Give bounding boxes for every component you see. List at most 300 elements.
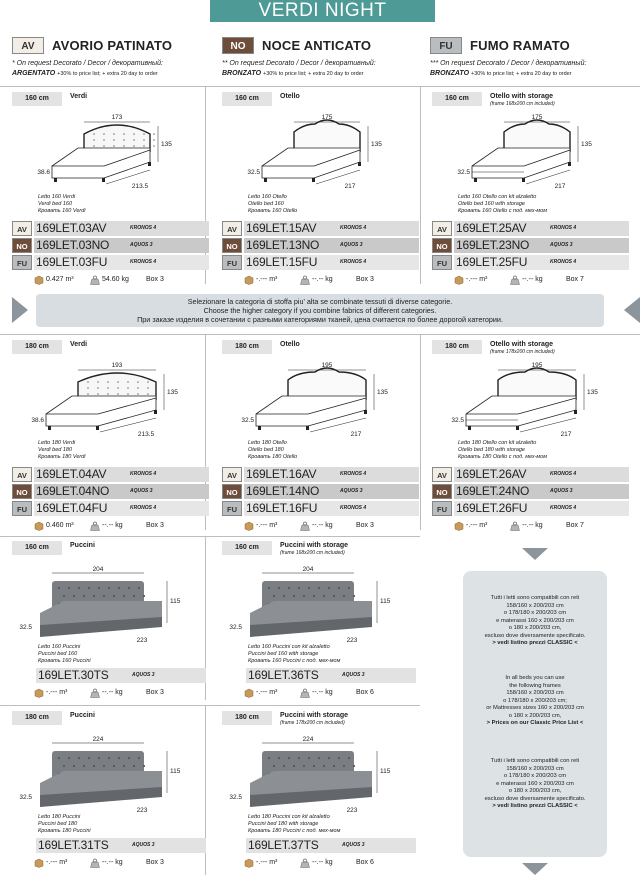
description-line: Verdi bed 180: [38, 447, 73, 453]
article-code-row[interactable]: [222, 255, 422, 271]
tufting-dot: [288, 757, 290, 759]
package-icon: [34, 521, 44, 531]
article-code-row[interactable]: [12, 255, 212, 271]
article-code-field: [244, 238, 419, 253]
tufting-dot: [123, 145, 125, 147]
bed-illustration: [222, 112, 397, 197]
tufting-dot: [93, 595, 95, 597]
product-card: [222, 541, 422, 731]
bed-drawing: [432, 360, 607, 440]
bed-leg: [364, 410, 367, 414]
article-code-row[interactable]: [432, 484, 632, 500]
product-description: [38, 194, 86, 215]
article-code: 169LET.03AV: [36, 221, 107, 235]
fabric-category: AQUOS 3: [342, 672, 365, 678]
tufting-dot: [113, 139, 115, 141]
tufting-dot: [328, 587, 330, 589]
description-line: Otello bed 160 with storage: [458, 201, 525, 207]
bed-frame: [472, 148, 570, 178]
tufting-dot: [103, 139, 105, 141]
weight-icon: [90, 521, 100, 531]
bed-drawing: [12, 112, 187, 192]
product-description: [458, 440, 547, 461]
bed-drawing: [432, 112, 607, 192]
weight: --.-- kg: [312, 522, 333, 529]
tufting-dot: [293, 595, 295, 597]
tufting-dot: [323, 765, 325, 767]
package-icon: [244, 275, 254, 285]
dimension-width: 175: [531, 114, 543, 121]
article-code-row[interactable]: [222, 484, 422, 500]
dimension-height: 135: [587, 389, 598, 396]
tufting-dot: [93, 145, 95, 147]
dimension-height: 115: [170, 598, 181, 605]
bed-illustration: [432, 112, 607, 197]
package-icon: [34, 275, 44, 285]
dimension-length: 223: [346, 637, 358, 643]
box-count: Box 6: [356, 689, 374, 696]
info-line: e materassi 160 x 200/203 cm: [496, 780, 574, 787]
finish-chip: NO: [222, 484, 242, 499]
info-line: o 180 x 200/203 cm,: [508, 712, 562, 719]
tufting-dot: [93, 139, 95, 141]
description-line: Кровать 180 Puccini: [38, 828, 91, 834]
description-line: Кровать 180 Puccini с под. мех-мом: [248, 828, 341, 834]
volume: -.--- m³: [256, 522, 278, 529]
fabric-category: AQUOS 3: [132, 672, 155, 678]
bed-leg: [474, 178, 477, 182]
tufting-dot: [123, 765, 125, 767]
article-code-row[interactable]: [12, 221, 212, 237]
info-line: escluso dove diversamente specificato.: [484, 795, 586, 802]
fabric-category: KRONOS 4: [340, 505, 367, 511]
model-name: Puccini with storage: [280, 712, 349, 719]
article-code-field: [36, 838, 206, 853]
tufting-dot: [103, 765, 105, 767]
article-code-row[interactable]: [432, 221, 632, 237]
tufting-dot: [98, 757, 100, 759]
size-tag: 180 cm: [12, 711, 62, 725]
info-line: e materassi 160 x 200/203 cm: [496, 617, 574, 624]
info-line: 158/160 x 200/203 cm: [506, 765, 564, 772]
finish-name: FUMO RAMATO: [470, 38, 570, 53]
model-name: Puccini: [70, 712, 95, 719]
bed-leg: [154, 410, 157, 414]
bed-frame: [52, 148, 150, 178]
bed-leg: [306, 426, 309, 430]
tufting-dot: [153, 145, 155, 147]
finish-chip: NO: [432, 484, 452, 499]
article-code-row[interactable]: [222, 467, 422, 483]
tufting-dot: [133, 595, 135, 597]
tufting-dot: [78, 757, 80, 759]
dimension-length: 213.5: [137, 431, 155, 438]
weight: --.-- kg: [312, 276, 333, 283]
article-code-row[interactable]: [432, 238, 632, 254]
fabric-category: KRONOS 4: [550, 259, 577, 265]
tufting-dot: [107, 381, 109, 383]
article-code-row[interactable]: [12, 501, 212, 517]
dimension-foot: 32.5: [19, 794, 32, 801]
volume: -.--- m³: [256, 859, 278, 866]
shipping-specs: [34, 519, 224, 533]
article-code-row[interactable]: [12, 484, 212, 500]
tufting-dot: [293, 765, 295, 767]
fabric-category: KRONOS 4: [550, 225, 577, 231]
finish-decor: BRONZATO: [222, 70, 262, 77]
article-code: 169LET.13NO: [246, 238, 320, 252]
tufting-dot: [108, 757, 110, 759]
weight-icon: [90, 275, 100, 285]
package-icon: [34, 688, 44, 698]
article-code-row[interactable]: [36, 838, 236, 854]
headboard: [498, 368, 576, 400]
tufting-dot: [333, 595, 335, 597]
fabric-category: KRONOS 4: [340, 225, 367, 231]
tufting-dot: [338, 587, 340, 589]
package-icon: [244, 688, 254, 698]
bed-drawing: [12, 733, 187, 813]
article-code-field: [34, 238, 209, 253]
finish-chip: FU: [12, 255, 32, 270]
shipping-specs: [244, 519, 434, 533]
product-card: [432, 92, 632, 282]
prev-arrow-icon[interactable]: [12, 297, 28, 323]
info-line: o 178/180 x 200/203 cm;: [503, 697, 567, 704]
box-count: Box 3: [146, 522, 164, 529]
price-list-reference: > Prices on our Classic Price List <: [486, 720, 584, 726]
tufting-dot: [123, 139, 125, 141]
info-line: o 178/180 x 200/203 cm: [503, 773, 567, 779]
volume: 0.460 m³: [46, 522, 74, 529]
tufting-dot: [273, 765, 275, 767]
info-line: Tutti i letti sono compatibili con reti: [490, 595, 580, 601]
package-icon: [454, 521, 464, 531]
tufting-dot: [88, 757, 90, 759]
fabric-category: KRONOS 4: [130, 471, 157, 477]
finish-chip: AV: [222, 467, 242, 482]
article-code-field: [246, 668, 416, 683]
article-code: 169LET.26AV: [456, 467, 527, 481]
volume: -.--- m³: [46, 859, 68, 866]
fabric-category: AQUOS 3: [550, 242, 573, 248]
product-card: [222, 340, 422, 530]
article-code: 169LET.24NO: [456, 484, 530, 498]
weight-icon: [300, 858, 310, 868]
dimension-height: 115: [380, 768, 391, 775]
product-card: [222, 711, 422, 879]
article-code: 169LET.04NO: [36, 484, 110, 498]
dimension-foot: 32.5: [19, 624, 32, 631]
article-code: 169LET.25AV: [456, 221, 527, 235]
info-line: the following frames: [509, 682, 561, 689]
dimension-foot: 38.6: [31, 417, 44, 424]
article-code-row[interactable]: [12, 238, 212, 254]
article-code-row[interactable]: [222, 221, 422, 237]
price-list-reference: > vedi listino prezzi CLASSIC <: [492, 803, 578, 809]
package-icon: [34, 521, 44, 531]
tufting-dot: [83, 595, 85, 597]
tufting-dot: [113, 145, 115, 147]
product-description: [458, 194, 547, 215]
weight-icon: [300, 275, 310, 285]
article-code-field: [34, 501, 209, 516]
model-name: Verdi: [70, 93, 88, 100]
weight: --.-- kg: [102, 522, 123, 529]
article-code: 169LET.25FU: [456, 255, 528, 269]
article-code: 169LET.03NO: [36, 238, 110, 252]
fabric-category: KRONOS 4: [550, 471, 577, 477]
description-line: Otello bed 180: [248, 447, 284, 453]
divider: [0, 334, 640, 335]
description-line: Letto 160 Otello: [248, 194, 287, 200]
article-code-row[interactable]: [432, 255, 632, 271]
tufting-dot: [303, 765, 305, 767]
info-line: o 180 x 200/203 cm,: [508, 788, 562, 794]
tufting-dot: [97, 381, 99, 383]
bed-drawing: [222, 563, 397, 643]
bed-leg: [468, 426, 471, 430]
article-code-row[interactable]: [432, 501, 632, 517]
description-line: Letto 180 Otello: [248, 440, 287, 446]
finish-chip: NO: [222, 37, 254, 54]
weight-icon: [300, 858, 310, 868]
product-description: [248, 814, 340, 835]
description-line: Кровать 180 Otello: [248, 454, 298, 460]
article-code-row[interactable]: [12, 467, 212, 483]
dimension-length: 217: [350, 431, 362, 438]
weight: --.-- kg: [312, 689, 333, 696]
finish-note: ** On request Decorato / Decor / декоративный:: [222, 60, 376, 67]
bed-frame: [466, 396, 576, 426]
fabric-category: AQUOS 3: [130, 488, 153, 494]
tufting-dot: [313, 595, 315, 597]
tufting-dot: [103, 133, 105, 135]
tufting-dot: [63, 765, 65, 767]
tufting-dot: [147, 381, 149, 383]
tufting-dot: [97, 387, 99, 389]
bed-leg: [516, 426, 519, 430]
shipping-specs: [244, 856, 434, 870]
divider: [0, 86, 640, 87]
tufting-dot: [138, 757, 140, 759]
finish-surcharge: +30% to price list; + extra 20 day to order: [57, 71, 158, 77]
box-count: Box 3: [146, 689, 164, 696]
dimension-height: 135: [167, 389, 178, 396]
bed-leg: [264, 178, 267, 182]
tufting-dot: [137, 393, 139, 395]
description-line: Кровать 180 Otello с под. мех-мом: [458, 454, 547, 460]
article-code-field: [454, 467, 629, 482]
dimension-height: 115: [380, 598, 391, 605]
dimension-width: 204: [302, 566, 314, 573]
bed-illustration: [222, 563, 397, 648]
tufting-dot: [68, 757, 70, 759]
model-name: Puccini with storage: [280, 542, 349, 549]
next-arrow-icon[interactable]: [624, 297, 640, 323]
article-code-row[interactable]: [36, 668, 236, 684]
tufting-dot: [283, 765, 285, 767]
down-arrow-icon[interactable]: [522, 548, 548, 560]
tufting-dot: [348, 757, 350, 759]
finish-surcharge: +30% to price list; + extra 20 day to order: [470, 71, 572, 77]
tufting-dot: [87, 381, 89, 383]
product-card: [12, 711, 212, 879]
article-code: 169LET.31TS: [38, 838, 109, 852]
fabric-category: AQUOS 3: [342, 842, 365, 848]
description-line: Letto 180 Puccini: [38, 814, 81, 820]
weight-icon: [300, 275, 310, 285]
tufting-dot: [133, 139, 135, 141]
tufting-dot: [87, 387, 89, 389]
description-line: Letto 160 Puccini: [38, 644, 81, 650]
finish-chip: AV: [432, 467, 452, 482]
tufting-dot: [283, 595, 285, 597]
product-card: [12, 541, 212, 731]
product-description: [248, 440, 297, 461]
package-icon: [244, 688, 254, 698]
article-code: 169LET.03FU: [36, 255, 108, 269]
product-description: [38, 440, 86, 461]
tufting-dot: [143, 595, 145, 597]
dimension-width: 204: [92, 566, 104, 573]
package-icon: [34, 275, 44, 285]
bed-illustration: [12, 112, 187, 197]
package-icon: [454, 275, 464, 285]
tufting-dot: [73, 595, 75, 597]
dimension-height: 115: [170, 768, 181, 775]
banner-line-it: Selezionare la categoria di stoffa piu' alta se combinate tessuti di diverse categorie.: [187, 297, 453, 306]
article-code-row[interactable]: [222, 238, 422, 254]
weight: --.-- kg: [522, 522, 543, 529]
fabric-category: AQUOS 3: [340, 242, 363, 248]
dimension-foot: 32.5: [457, 169, 470, 176]
tufting-dot: [133, 133, 135, 135]
article-code-row[interactable]: [222, 501, 422, 517]
dimension-foot: 32.5: [229, 624, 242, 631]
article-code-field: [244, 467, 419, 482]
fabric-category: AQUOS 3: [130, 242, 153, 248]
fabric-category: AQUOS 3: [340, 488, 363, 494]
article-code-row[interactable]: [432, 467, 632, 483]
size-tag: 160 cm: [12, 541, 62, 555]
finish-chip: FU: [432, 255, 452, 270]
tufting-dot: [298, 587, 300, 589]
description-line: Otello bed 160: [248, 201, 284, 207]
tufting-dot: [93, 765, 95, 767]
bed-leg: [312, 178, 315, 182]
article-code-field: [454, 238, 629, 253]
tufting-dot: [333, 765, 335, 767]
description-line: Letto 180 Puccini con kit alzaletto: [248, 814, 330, 820]
bed-leg: [48, 426, 51, 430]
bed-drawing: [222, 360, 397, 440]
model-subtitle: (frame 168x200 cm included): [490, 101, 555, 107]
shipping-specs: [244, 686, 434, 700]
down-arrow-icon[interactable]: [522, 863, 548, 875]
info-line: or Mattresses sizes 160 x 200/203 cm: [486, 705, 584, 711]
bed-drawing: [12, 563, 187, 643]
model-subtitle: (frame 178x200 cm included): [490, 349, 555, 355]
description-line: Кровать 160 Otello с под. мех-мом: [458, 208, 547, 214]
dimension-length: 217: [560, 431, 572, 438]
tufting-dot: [143, 765, 145, 767]
article-code: 169LET.15FU: [246, 255, 318, 269]
product-description: [248, 644, 340, 665]
weight-icon: [510, 275, 520, 285]
tufting-dot: [298, 757, 300, 759]
bed-illustration: [12, 563, 187, 648]
dimension-width: 193: [111, 362, 123, 369]
article-code-row[interactable]: [246, 838, 446, 854]
tufting-dot: [313, 765, 315, 767]
product-card: [12, 340, 212, 530]
tufting-dot: [353, 595, 355, 597]
tufting-dot: [113, 133, 115, 135]
weight-icon: [300, 688, 310, 698]
dimension-foot: 32.5: [247, 169, 260, 176]
bed-leg: [568, 162, 571, 166]
package-icon: [244, 521, 254, 531]
tufting-dot: [348, 587, 350, 589]
tufting-dot: [127, 381, 129, 383]
article-code-field: [454, 221, 629, 236]
fabric-category: AQUOS 3: [132, 842, 155, 848]
shipping-specs: [34, 686, 224, 700]
size-tag: 160 cm: [432, 92, 482, 106]
weight: --.-- kg: [102, 859, 123, 866]
description-line: Letto 160 Otello con kit alzaletto: [458, 194, 537, 200]
bed-leg: [574, 410, 577, 414]
description-line: Кровать 160 Puccini: [38, 658, 91, 664]
headboard: [294, 120, 360, 152]
volume: -.--- m³: [466, 522, 488, 529]
tufting-dot: [97, 393, 99, 395]
volume: 0.427 m³: [46, 276, 74, 283]
article-code: 169LET.04AV: [36, 467, 107, 481]
dimension-width: 224: [302, 736, 314, 743]
tufting-dot: [153, 133, 155, 135]
dimension-length: 223: [136, 807, 148, 813]
box-count: Box 3: [146, 276, 164, 283]
tufting-dot: [318, 757, 320, 759]
dimension-length: 217: [554, 183, 566, 190]
finish-chip: AV: [12, 467, 32, 482]
dimension-length: 213.5: [131, 183, 149, 190]
info-line: 158/160 x 200/203 cm: [506, 690, 564, 696]
weight-icon: [510, 521, 520, 531]
description-line: Puccini bed 180: [38, 821, 78, 827]
tufting-dot: [288, 587, 290, 589]
tufting-dot: [343, 595, 345, 597]
bed-frame: [262, 148, 360, 178]
dimension-width: 224: [92, 736, 104, 743]
tufting-dot: [123, 595, 125, 597]
size-tag: 160 cm: [222, 541, 272, 555]
tufting-dot: [328, 757, 330, 759]
bed-frame: [46, 396, 156, 426]
fabric-category: KRONOS 4: [340, 471, 367, 477]
article-code: 169LET.37TS: [248, 838, 319, 852]
package-icon: [244, 858, 254, 868]
tufting-dot: [128, 757, 130, 759]
info-line: escluso dove diversamente specificato.: [484, 632, 586, 639]
finish-name: NOCE ANTICATO: [262, 38, 372, 53]
tufting-dot: [153, 139, 155, 141]
article-code-row[interactable]: [246, 668, 446, 684]
tufting-dot: [58, 587, 60, 589]
size-tag: 180 cm: [432, 340, 482, 354]
